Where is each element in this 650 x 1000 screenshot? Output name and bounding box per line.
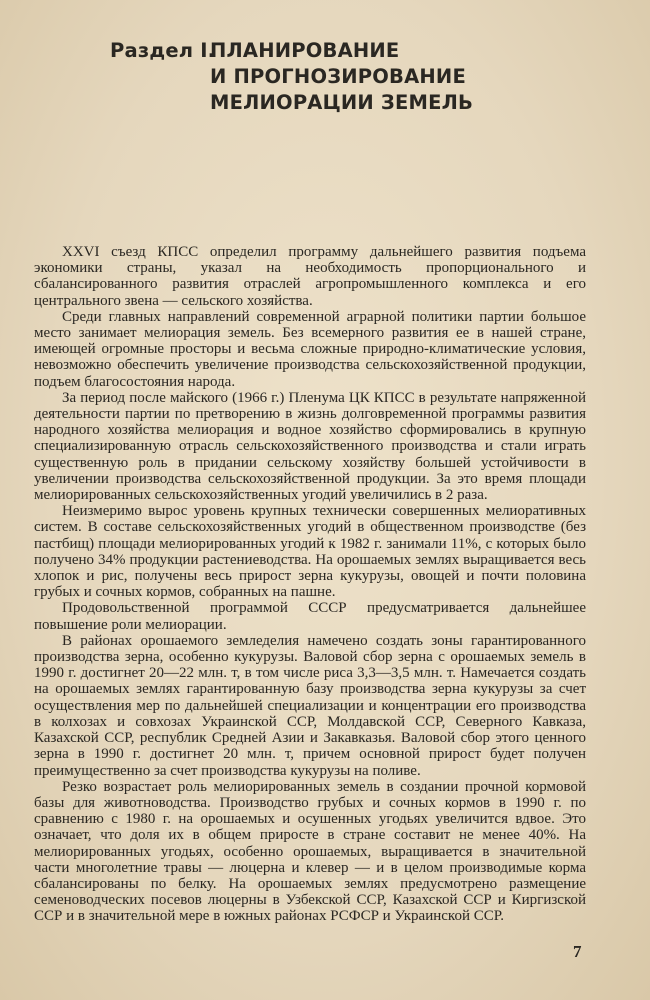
section-title-line: МЕЛИОРАЦИИ ЗЕМЕЛЬ <box>210 91 474 114</box>
paragraph: XXVI съезд КПСС определил программу дальнейшего развития подъема экономики страны, указал на необходимость пропорционального и сбалансированного развития отраслей агропромышленного комплекса и его центрального звена — сельского хозяйства. <box>34 244 586 309</box>
paragraph: Неизмеримо вырос уровень крупных технически совершенных мелиоративных систем. В составе сельскохозяйственных угодий в общественном производстве (без пастбищ) площади мелиорированных угодий к 1982 г. занимали 11%, с которых было получено 34% продукции растениеводства. На орошаемых землях выращивается весь хлопок и рис, получены весь прирост зерна кукурузы, овощей и почти половина грубых и сочных кормов, собранных на пашне. <box>34 503 586 601</box>
paragraph: За период после майского (1966 г.) Пленума ЦК КПСС в результате напряженной деятельности партии по претворению в жизнь долговременной программы развития народного хозяйства мелиорация и водное хозяйство сформировались в крупную специализированную отрасль сельскохозяйственного производства и стали играть существенную роль в придании сельскому хозяйству большей устойчивости в увеличении производства сельскохозяйственной продукции. За это время площади мелиорированных сельскохозяйственных угодий увеличились в 2 раза. <box>34 389 586 504</box>
paragraph: Продовольственной программой СССР предусматривается дальнейшее повышение роли мелиорации. <box>34 600 586 633</box>
body-text <box>34 244 586 925</box>
paragraph: Среди главных направлений современной аграрной политики партии большое место занимает мелиорация земель. Без всемерного развития ее в нашей стране, имеющей огромные просторы и весьма сложные природно-климатические условия, невозможно обеспечить увеличение производства сельскохозяйственной продукции, подъем благосостояния народа. <box>34 308 586 390</box>
page-number: 7 <box>573 942 582 961</box>
paragraph: В районах орошаемого земледелия намечено создать зоны гарантированного производства зерна, особенно кукурузы. Валовой сбор зерна с орошаемых земель в 1990 г. достигнет 20—22 млн. т, в том числе риса 3,3—3,5 млн. т. Намечается создать на орошаемых землях гарантированную базу производства зерна кукурузы за счет осуществления мер по дальнейшей специализации и концентрации его производства в колхозах и совхозах Украинской ССР, Молдавской ССР, Северного Кавказа, Казахской ССР, республик Средней Азии и Закавказья. Валовой сбор этого ценного зерна в 1990 г. достигнет 20 млн. т, причем основной прирост будет получен преимущественно за счет производства кукурузы на поливе. <box>34 632 586 779</box>
paragraph: Резко возрастает роль мелиорированных земель в создании прочной кормовой базы для животноводства. Производство грубых и сочных кормов в 1990 г. по сравнению с 1980 г. на орошаемых и осушенных угодьях увеличится вдвое. Это означает, что доля их в общем приросте в стране составит не менее 40%. На мелиорированных угодьях, особенно орошаемых, выращивается в значительной части многолетние травы — люцерна и клевер — и в целом производимые корма сбалансированы по белку. На орошаемых землях предусмотрено размещение семеноводческих посевов люцерны в Узбекской ССР, Казахской ССР и Киргизской ССР и в значительной мере в южных районах РСФСР и Украинской ССР. <box>34 778 586 925</box>
section-title <box>210 38 473 116</box>
section-title-line: И ПРОГНОЗИРОВАНИЕ <box>210 65 466 88</box>
section-title-line: ПЛАНИРОВАНИЕ <box>210 39 400 62</box>
section-label: Раздел I. <box>110 39 216 62</box>
